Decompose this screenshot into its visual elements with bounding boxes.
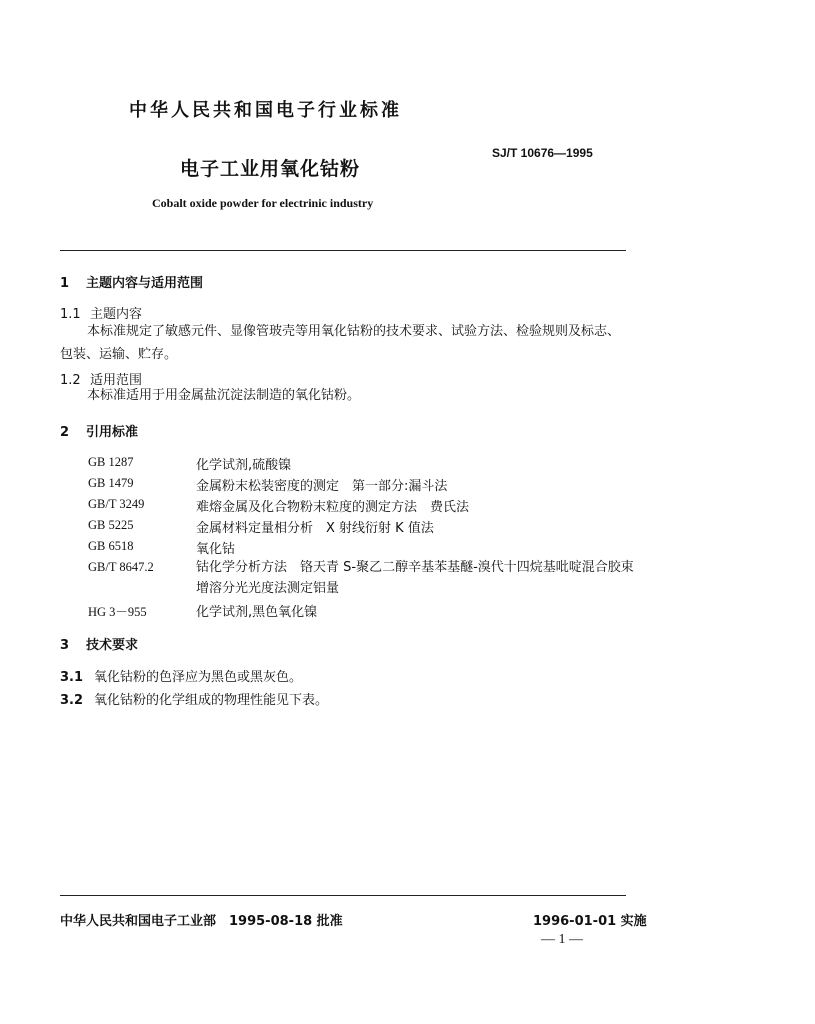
reference-title: 钴化学分析方法 铬天青 S-聚乙二醇辛基苯基醚-溴代十四烷基吡啶混合胶束增溶分光光度法测定铝量 bbox=[196, 560, 634, 596]
section-number: 3 bbox=[60, 638, 70, 653]
standard-code: SJ/T 10676—1995 bbox=[492, 146, 593, 160]
section-title: 适用范围 bbox=[90, 373, 143, 388]
english-title: Cobalt oxide powder for electrinic industry bbox=[152, 196, 374, 210]
reference-title: 化学试剂,硫酸镍 bbox=[196, 458, 292, 473]
page-number: — 1 — bbox=[541, 932, 583, 947]
reference-title: 金属粉末松装密度的测定 第一部分:漏斗法 bbox=[196, 479, 448, 494]
clause-text: 氧化钴粉的化学组成的物理性能见下表。 bbox=[94, 693, 329, 708]
section-title: 主题内容 bbox=[90, 307, 143, 322]
reference-code: GB 6518 bbox=[88, 539, 134, 553]
clause-number: 3.1 bbox=[60, 670, 84, 685]
section-2-heading bbox=[60, 421, 138, 440]
section-3-heading bbox=[60, 634, 138, 653]
section-number: 1 bbox=[60, 276, 70, 291]
document-title: 电子工业用氧化钴粉 bbox=[180, 158, 361, 180]
section-title: 引用标准 bbox=[86, 425, 139, 440]
reference-code: GB 1287 bbox=[88, 455, 134, 469]
footer-divider bbox=[60, 895, 626, 896]
clause-3-1 bbox=[60, 666, 302, 685]
approval-line: 中华人民共和国电子工业部 1995-08-18 批准 bbox=[60, 914, 343, 929]
clause-3-2 bbox=[60, 689, 328, 708]
section-1-heading bbox=[60, 272, 203, 291]
reference-code: HG 3－955 bbox=[88, 605, 147, 619]
effective-date: 1996-01-01 实施 bbox=[533, 914, 647, 929]
clause-text: 氧化钴粉的色泽应为黑色或黑灰色。 bbox=[94, 670, 303, 685]
section-number: 1.1 bbox=[60, 307, 81, 322]
section-1-2-paragraph: 本标准适用于用金属盐沉淀法制造的氧化钴粉。 bbox=[87, 388, 361, 403]
reference-title: 金属材料定量相分析 X 射线衍射 K 值法 bbox=[196, 521, 434, 536]
header-divider bbox=[60, 250, 626, 251]
section-number: 1.2 bbox=[60, 373, 81, 388]
clause-number: 3.2 bbox=[60, 693, 84, 708]
reference-code: GB 5225 bbox=[88, 518, 134, 532]
section-title: 技术要求 bbox=[86, 638, 139, 653]
section-number: 2 bbox=[60, 425, 70, 440]
reference-code: GB/T 3249 bbox=[88, 497, 145, 511]
reference-code: GB 1479 bbox=[88, 476, 134, 490]
reference-code: GB/T 8647.2 bbox=[88, 560, 154, 574]
section-title: 主题内容与适用范围 bbox=[86, 276, 204, 291]
reference-title: 难熔金属及化合物粉末粒度的测定方法 费氏法 bbox=[196, 500, 470, 515]
reference-title: 化学试剂,黑色氧化镍 bbox=[196, 605, 318, 620]
section-1-1-paragraph: 本标准规定了敏感元件、显像管玻壳等用氧化钴粉的技术要求、试验方法、检验规则及标志、包装、运输、贮存。 bbox=[60, 324, 621, 362]
issuing-body-header: 中华人民共和国电子行业标准 bbox=[129, 100, 402, 121]
reference-title: 氧化钴 bbox=[196, 542, 236, 557]
